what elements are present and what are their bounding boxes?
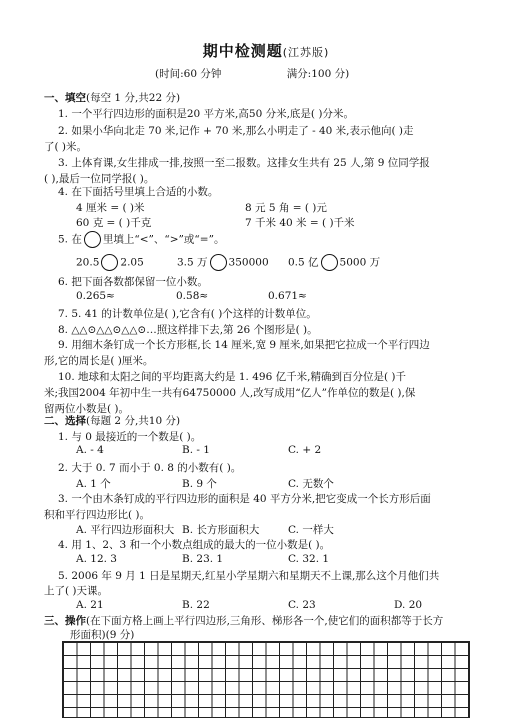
- title-text: 期中检测题: [202, 42, 283, 60]
- s2-q4-option[interactable]: C. 32. 1: [288, 553, 330, 565]
- s1-q9-line2: 形,它的周长是( )厘米。: [44, 355, 154, 367]
- s1-q4-item: 4 厘米 = ( )米: [76, 202, 145, 214]
- s2-q2-option[interactable]: C. 无数个: [288, 478, 334, 490]
- s1-q10-line2: 米;我国2004 年初中生一共有64750000 人,改写成用“亿人”作单位的数是( ),保: [44, 387, 416, 399]
- s1-q5-item: 0.5 亿 5000 万: [288, 254, 380, 271]
- s2-q4-option[interactable]: B. 23. 1: [182, 553, 224, 565]
- s1-q4-item: 7 千米 40 米 = ( )千米: [245, 217, 355, 229]
- s2-q3-option[interactable]: A. 平行四边形面积大: [76, 524, 175, 536]
- s1-q2-line1: 2. 如果小华向北走 70 米,记作 + 70 米,那么小明走了 - 40 米,表示他向( )走: [58, 125, 414, 137]
- s2-q1: 1. 与 0 最接近的一个数是( )。: [58, 431, 202, 443]
- compare-circle[interactable]: [84, 231, 101, 248]
- s2-q4-option[interactable]: A. 12. 3: [76, 553, 117, 565]
- s2-q3-option[interactable]: C. 一样大: [288, 524, 334, 536]
- s2-q3-option[interactable]: B. 长方形面积大: [182, 524, 260, 536]
- exam-title: [0, 40, 532, 61]
- exam-meta: [155, 66, 349, 81]
- compare-circle[interactable]: [321, 254, 338, 271]
- drawing-grid[interactable]: [62, 641, 470, 718]
- section-2-heading: [44, 413, 180, 428]
- s1-q5-post: 里填上“<”、“>”或“=”。: [102, 233, 225, 246]
- s1-q10-line1: 10. 地球和太阳之间的平均距离大约是 1. 496 亿千米,精确到百分位是( )千: [58, 371, 406, 383]
- edition-text: (江苏版): [282, 46, 330, 59]
- s2-q5-option[interactable]: D. 20: [394, 599, 423, 611]
- s1-q6: 6. 把下面各数都保留一位小数。: [58, 276, 208, 288]
- s1-q1: 1. 一个平行四边形的面积是20 平方米,高50 分米,底是( )分米。: [58, 108, 354, 120]
- s2-q5-option[interactable]: B. 22: [182, 599, 210, 611]
- s2-q1-option[interactable]: A. - 4: [76, 444, 104, 456]
- s2-q5-line1: 5. 2006 年 9 月 1 日是星期天,红星小学星期六和星期天不上课,那么这个月他们共: [58, 570, 440, 582]
- s1-q5-item: 3.5 万 350000: [177, 254, 269, 271]
- s1-q4: 4. 在下面括号里填上合适的小数。: [58, 186, 219, 198]
- s1-q5-pre: 5. 在: [58, 233, 82, 246]
- section-2-points: (每题 2 分,共10 分): [86, 415, 181, 427]
- s1-q4-item: 60 克 = ( )千克: [76, 217, 152, 229]
- s1-q6-item: 0.671≈: [268, 290, 307, 302]
- s1-q7: 7. 5. 41 的计数单位是( ),它含有( )个这样的计数单位。: [58, 308, 317, 320]
- section-1-heading: [44, 90, 180, 105]
- s1-q5-item: 20.5 2.05: [76, 254, 144, 271]
- s2-q1-option[interactable]: B. - 1: [182, 444, 210, 456]
- section-3-instructions: (在下面方格上画上平行四边形,三角形、梯形各一个,使它们的面积都等于长方: [86, 615, 444, 627]
- section-1-points: (每空 1 分,共22 分): [86, 92, 181, 104]
- s2-q1-option[interactable]: C. + 2: [288, 444, 322, 456]
- s1-q6-item: 0.265≈: [76, 290, 115, 302]
- s1-q6-item: 0.58≈: [176, 290, 209, 302]
- s1-q8: 8. △△⊙△△⊙△△⊙…照这样排下去,第 26 个图形是( )。: [58, 324, 318, 336]
- section-2-title: 二、选择: [44, 415, 86, 427]
- s2-q2-option[interactable]: A. 1 个: [76, 478, 111, 490]
- s1-q3-line1: 3. 上体育课,女生排成一排,按照一至二报数。这排女生共有 25 人,第 9 位同学报: [58, 157, 430, 169]
- s1-q5: [58, 231, 224, 248]
- s1-q2-line2: 了( )米。: [44, 141, 88, 153]
- s2-q2-option[interactable]: B. 9 个: [182, 478, 217, 490]
- s2-q2: 2. 大于 0. 7 而小于 0. 8 的小数有( )。: [58, 462, 242, 474]
- s2-q5-option[interactable]: C. 23: [288, 599, 316, 611]
- section-3-heading: [44, 613, 443, 628]
- total-score: 满分:100 分): [286, 68, 350, 80]
- s1-q3-line2: ( ),最后一位同学报( )。: [44, 173, 155, 185]
- section-1-title: 一、填空: [44, 92, 86, 104]
- s2-q3-line2: 积和平行四边形比( )。: [44, 509, 151, 521]
- s2-q3-line1: 3. 一个由木条钉成的平行四边形的面积是 40 平方分米,把它变成一个长方形后面: [58, 493, 431, 505]
- section-3-instructions-line2: 形面积)(9 分): [70, 629, 135, 641]
- s2-q5-option[interactable]: A. 21: [76, 599, 104, 611]
- s1-q9-line1: 9. 用细木条钉成一个长方形框,长 14 厘米,宽 9 厘米,如果把它拉成一个平行四边: [58, 339, 430, 351]
- s2-q5-line2: 上了( )天课。: [44, 585, 109, 597]
- compare-circle[interactable]: [101, 254, 118, 271]
- s1-q10-line3: 留两位小数是( )。: [44, 403, 130, 415]
- compare-circle[interactable]: [210, 254, 227, 271]
- section-3-title: 三、操作: [44, 615, 86, 627]
- s2-q4: 4. 用 1、2、3 和一个小数点组成的最大的一位小数是( )。: [58, 539, 331, 551]
- s1-q4-item: 8 元 5 角 = ( )元: [245, 202, 327, 214]
- time-limit: (时间:60 分钟: [155, 68, 222, 80]
